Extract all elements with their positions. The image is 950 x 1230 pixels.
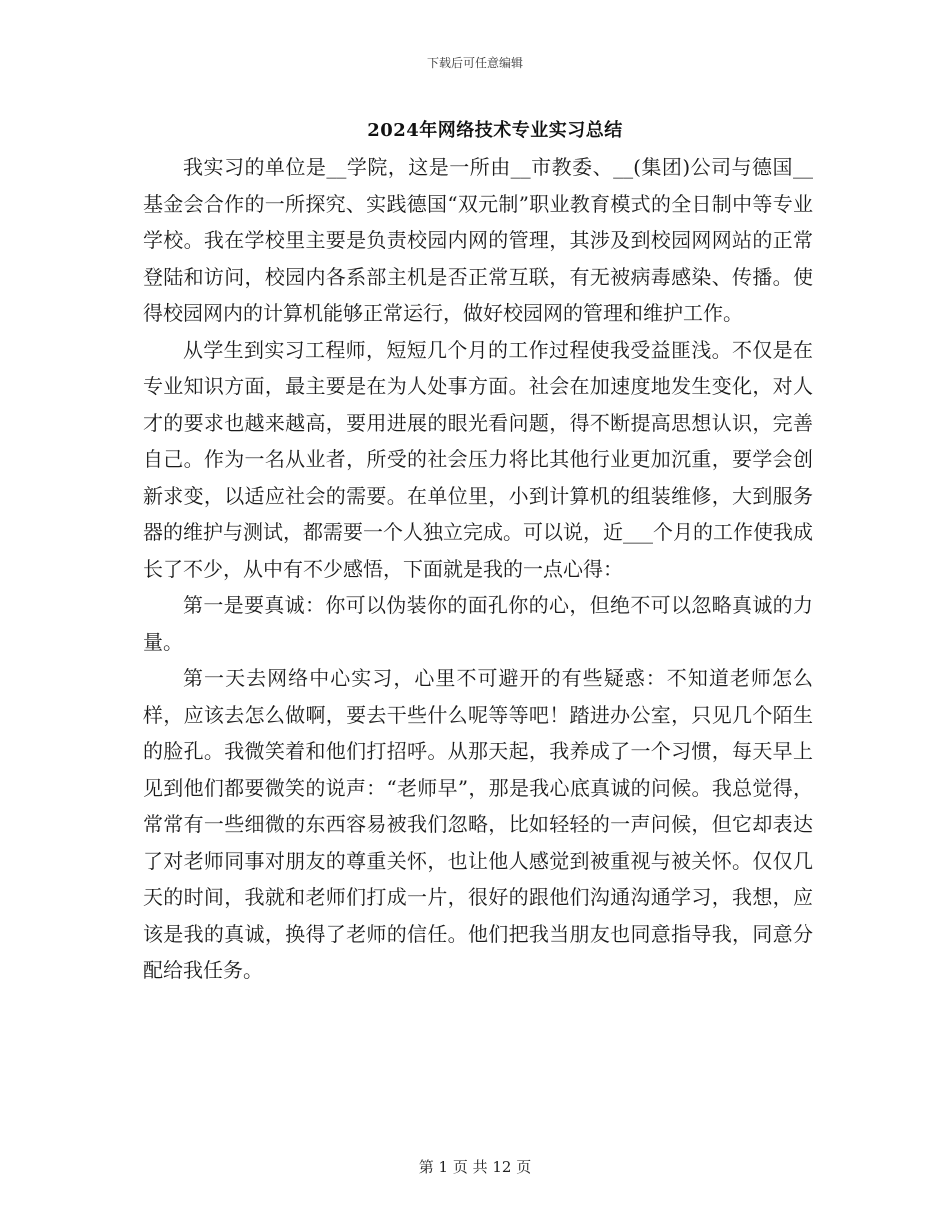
header-note: 下载后可任意编辑 (426, 56, 523, 70)
paragraph: 我实习的单位是__学院，这是一所由__市教委、__(集团)公司与德国__基金会合作的一所探究、实践德国“双元制”职业教育模式的全日制中等专业学校。我在学校里主要是负责校园内网的管理，其涉及到校园网网站的正常登陆和访问，校园内各系部主机是否正常互联，有无被病毒感染、传播。使得校园网内的计算机能够正常运行，做好校园网的管理和维护工作。 (143, 155, 813, 325)
paragraph: 第一天去网络中心实习，心里不可避开的有些疑惑：不知道老师怎么样，应该去怎么做啊，要去干些什么呢等等吧！踏进办公室，只见几个陌生的脸孔。我微笑着和他们打招呼。从那天起，我养成了一个习惯，每天早上见到他们都要微笑的说声：“老师早”，那是我心底真诚的问候。我总觉得，常常有一些细微的东西容易被我们忽略，比如轻轻的一声问候，但它却表达了对老师同事对朋友的尊重关怀，也让他人感觉到被重视与被关怀。仅仅几天的时间，我就和老师们打成一片，很好的跟他们沟通沟通学习，我想，应该是我的真诚，换得了老师的信任。他们把我当朋友也同意指导我，同意分配给我任务。 (143, 666, 813, 982)
paragraph: 第一是要真诚：你可以伪装你的面孔你的心，但绝不可以忽略真诚的力量。 (143, 593, 813, 654)
document-title: 2024年网络技术专业实习总结 (367, 120, 623, 141)
paragraph: 从学生到实习工程师，短短几个月的工作过程使我受益匪浅。不仅是在专业知识方面，最主要是在为人处事方面。社会在加速度地发生变化，对人才的要求也越来越高，要用进展的眼光看问题，得不断提高思想认识，完善自己。作为一名从业者，所受的社会压力将比其他行业更加沉重，要学会创新求变，以适应社会的需要。在单位里，小到计算机的组装维修，大到服务器的维护与测试，都需要一个人独立完成。可以说，近___个月的工作使我成长了不少，从中有不少感悟，下面就是我的一点心得： (143, 337, 813, 581)
document-body (143, 149, 813, 989)
page-number: 第 1 页 共 12 页 (418, 1158, 532, 1176)
